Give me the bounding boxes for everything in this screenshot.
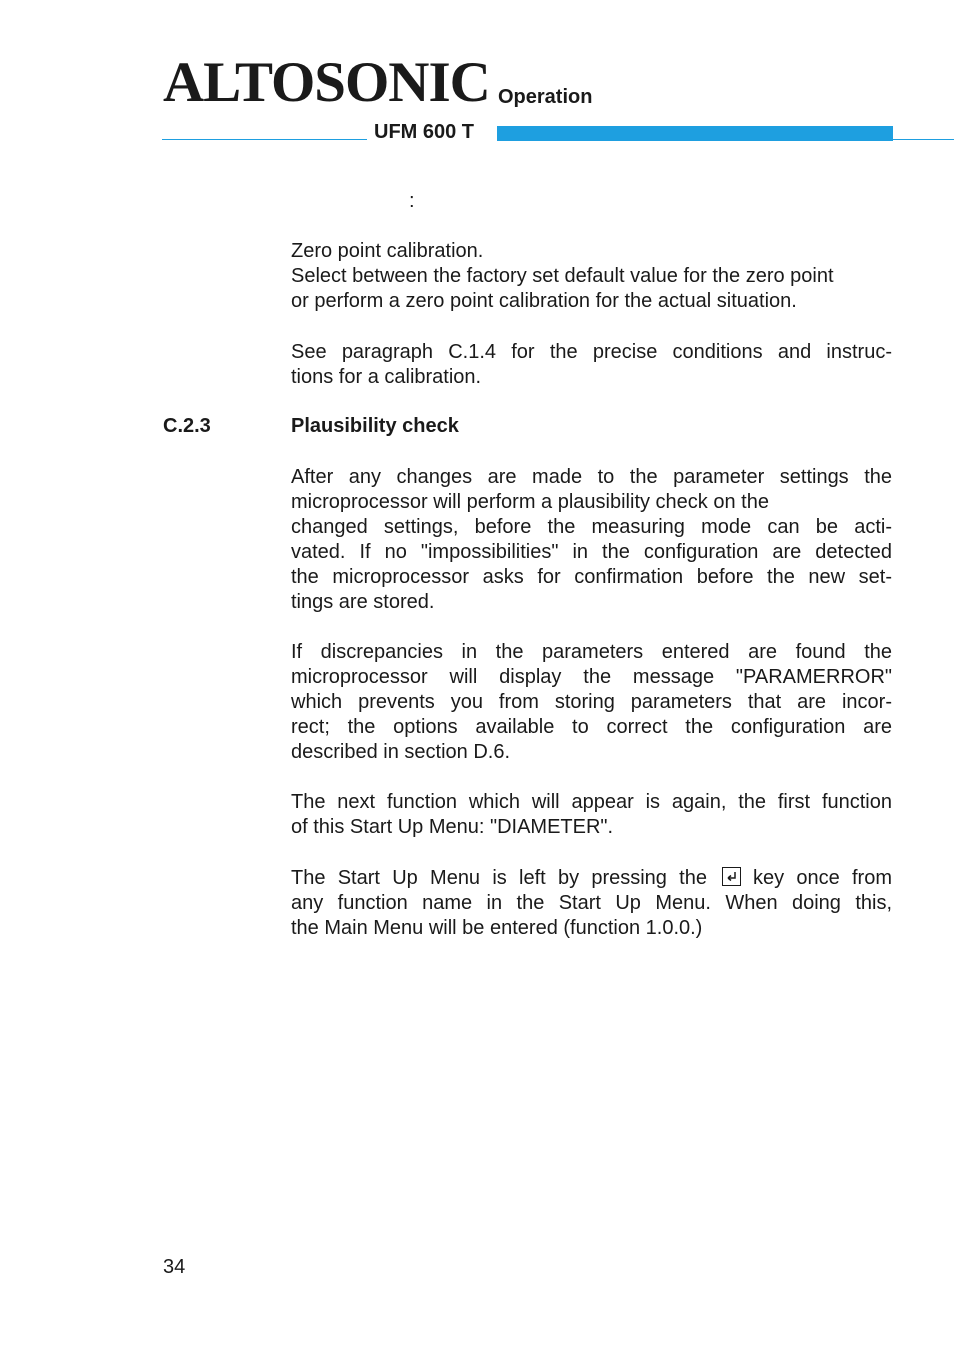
plausibility-paragraph-3 [291, 790, 892, 840]
text-line: or perform a zero point calibration for the actual situation. [291, 290, 797, 312]
header-rule-right [893, 139, 954, 140]
zero-point-paragraph [291, 239, 892, 314]
text-line: which prevents you from storing parameters that are incor- [291, 691, 892, 713]
text-line: The next function which will appear is again, the first function [291, 791, 892, 813]
text-line: described in section D.6. [291, 741, 511, 763]
text-after-key: key once from [752, 867, 892, 889]
text-line: microprocessor will perform a plausibility check on the [291, 491, 769, 513]
text-line: rect; the options available to correct the configuration are [291, 716, 892, 738]
colon-marker: : [409, 190, 415, 212]
text-line: Zero point calibration. [291, 240, 484, 262]
text-line: tions for a calibration. [291, 366, 482, 388]
text-line: See paragraph C.1.4 for the precise conditions and instruc- [291, 341, 892, 363]
section-number: C.2.3 [163, 415, 211, 437]
page-number: 34 [163, 1256, 186, 1278]
plausibility-paragraph-1 [291, 465, 892, 615]
section-title: Plausibility check [291, 415, 459, 437]
see-paragraph-note [291, 340, 892, 390]
header-section-label: Operation [498, 86, 593, 108]
text-line: After any changes are made to the parameter settings the [291, 466, 892, 488]
text-line: microprocessor will display the message "PARAMERROR" [291, 666, 892, 688]
brand-logo: ALTOSONIC [163, 51, 490, 114]
text-line: tings are stored. [291, 591, 435, 613]
header-rule-left [162, 139, 367, 140]
text-line: any function name in the Start Up Menu. When doing this, [291, 892, 892, 914]
text-line-with-key [291, 866, 892, 891]
text-line: vated. If no "impossibilities" in the configuration are detected [291, 541, 892, 563]
text-line: If discrepancies in the parameters entered are found the [291, 641, 892, 663]
text-line: changed settings, before the measuring mode can be acti- [291, 516, 892, 538]
text-line: the microprocessor asks for confirmation before the new set- [291, 566, 892, 588]
text-line: Select between the factory set default value for the zero point [291, 265, 834, 287]
plausibility-paragraph-4 [291, 866, 892, 941]
model-label: UFM 600 T [374, 121, 475, 143]
text-line: the Main Menu will be entered (function 1.0.0.) [291, 917, 703, 939]
plausibility-paragraph-2 [291, 640, 892, 765]
text-before-key: The Start Up Menu is left by pressing the [291, 867, 707, 889]
text-line: of this Start Up Menu: "DIAMETER". [291, 816, 614, 838]
header-accent-bar [497, 126, 893, 141]
enter-key-icon [722, 867, 741, 886]
